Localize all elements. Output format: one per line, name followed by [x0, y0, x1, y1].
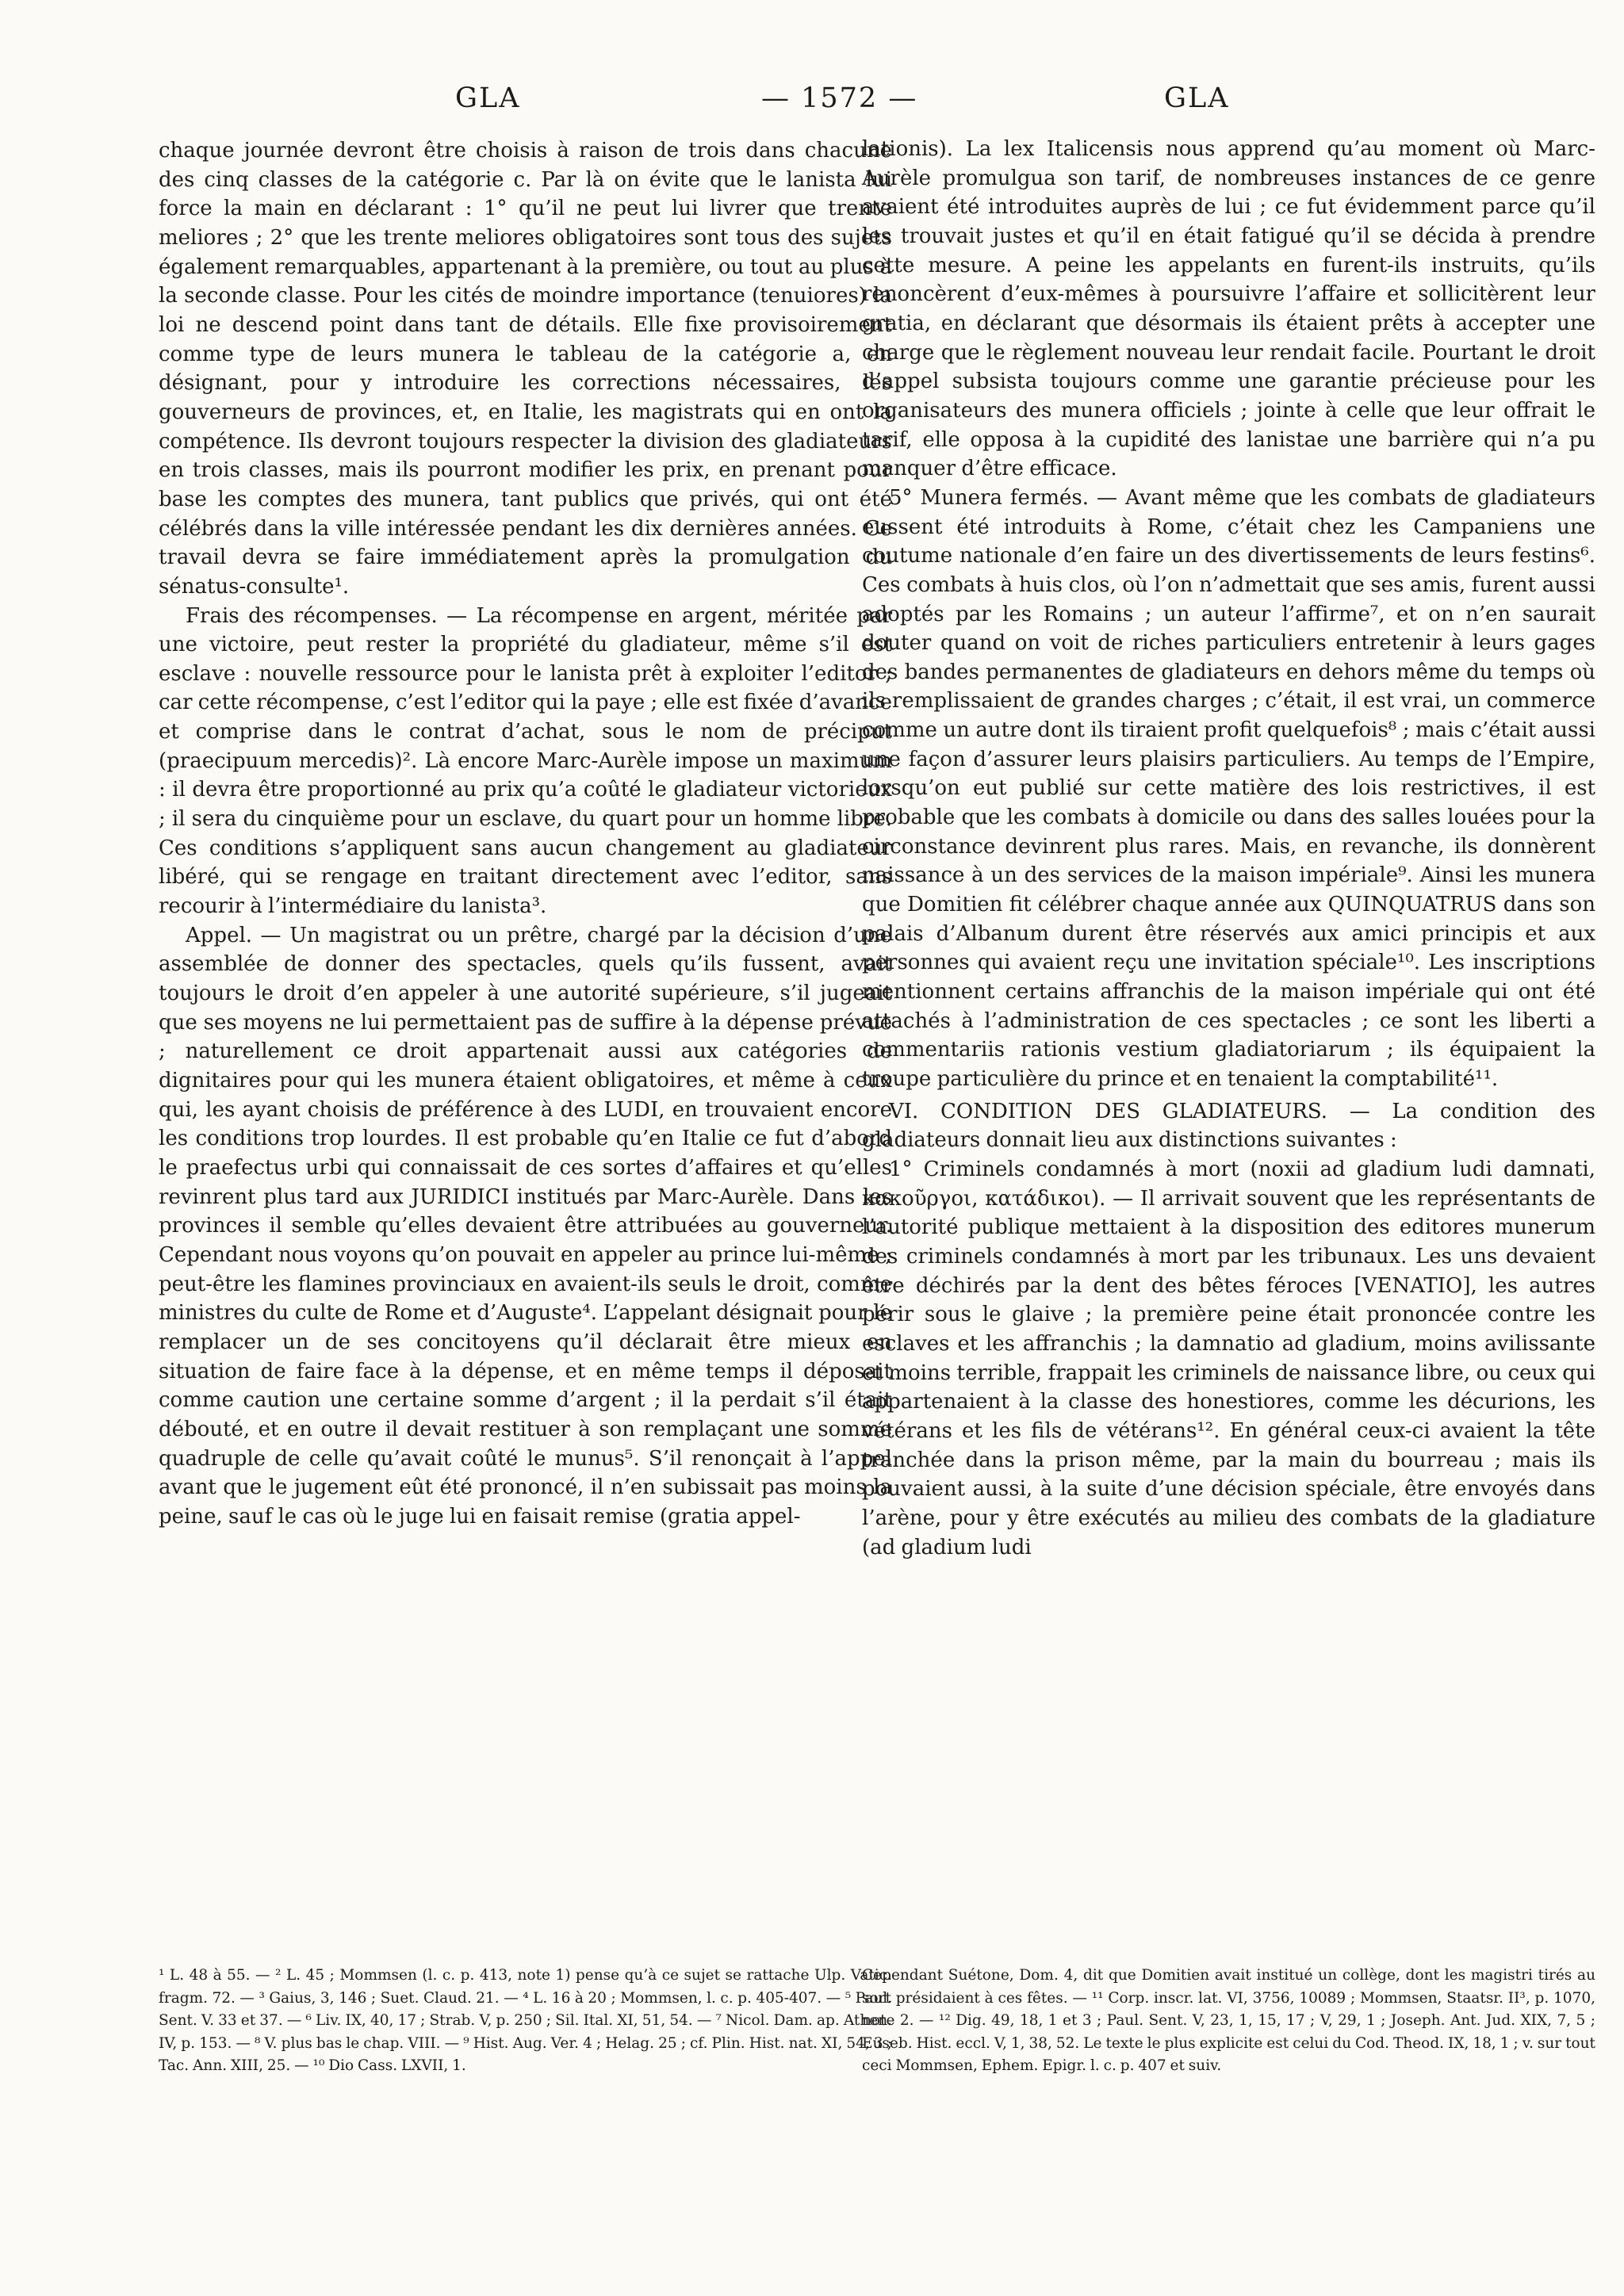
right-column: [862, 135, 1595, 1562]
paragraph-frais-des-recompenses: Frais des récompenses. — La récompense en argent, méritée par une victoire, peut rester la propriété du gladiateur, même s’il est esclave : nouvelle ressource pour le lanista prêt à exploiter l’editor ; car cette récompense, c’est l’editor qui la paye ; elle est fixée d’avance et comprise dans le contrat d’achat, sous le nom de préciput (praecipuum mercedis)². Là encore Marc-Aurèle impose un maximum : il devra être proportionné au prix qu’a coûté le gladiateur victorieux ; il sera du cinquième pour un esclave, du quart pour un homme libre. Ces conditions s’appliquent sans aucun changement au gladiateur libéré, qui se rengage en traitant directement avec l’editor, sans recourir à l’intermédiaire du lanista³.: [159, 603, 892, 919]
running-head-right: GLA: [1164, 82, 1230, 114]
paragraph-appel-continued: lationis). La lex Italicensis nous apprend qu’au moment où Marc-Aurèle promulgua son tarif, de nombreuses instances de ce genre avaient été introduites auprès de lui ; ce fut évidemment parce qu’il les trouvait justes et qu’il en était fatigué qu’il se décida à prendre cette mesure. A peine les appelants en furent-ils instruits, qu’ils renoncèrent d’eux-mêmes à poursuivre l’affaire et sollicitèrent leur gratia, en déclarant que désormais ils étaient prêts à accepter une charge que le règlement nouveau leur rendait facile. Pourtant le droit d’appel subsista toujours comme une garantie précieuse pour les organisateurs des munera officiels ; jointe à celle que leur offrait le tarif, elle opposa à la cupidité des lanistae une barrière qui n’a pu manquer d’être efficace.: [862, 137, 1595, 481]
paragraph-categories-continued: chaque journée devront être choisis à raison de trois dans chacune des cinq classes de la catégorie c. Par là on évite que le lanista lui force la main en déclarant : 1° qu’il ne peut lui livrer que trente meliores ; 2° que les trente meliores obligatoires sont tous des sujets également remarquables, appartenant à la première, ou tout au plus à la seconde classe. Pour les cités de moindre importance (tenuiores) la loi ne descend point dans tant de détails. Elle fixe provisoirement comme type de leurs munera le tableau de la catégorie a, en désignant, pour y introduire les corrections nécessaires, les gouverneurs de provinces, et, en Italie, les magistrats qui en ont la compétence. Ils devront toujours respecter la division des gladiateurs en trois classes, mais ils pourront modifier les prix, en prenant pour base les comptes des munera, tant publics que privés, qui ont été célébrés dans la ville intéressée pendant les dix dernières années. Ce travail devra se faire immédiatement après la promulgation du sénatus-consulte¹.: [159, 139, 892, 599]
footnotes-right-text: Cependant Suétone, Dom. 4, dit que Domitien avait institué un collège, dont les magistri tirés au sort présidaient à ces fêtes. — ¹¹ Corp. inscr. lat. VI, 3756, 10089 ; Mommsen, Staatsr. II³, p. 1070, note 2. — ¹² Dig. 49, 18, 1 et 3 ; Paul. Sent. V, 23, 1, 15, 17 ; V, 29, 1 ; Joseph. Ant. Jud. XIX, 7, 5 ; Euseb. Hist. eccl. V, 1, 38, 52. Le texte le plus explicite est celui du Cod. Theod. IX, 18, 1 ; v. sur tout ceci Mommsen, Ephem. Epigr. l. c. p. 407 et suiv.: [862, 1967, 1595, 2074]
page-number: — 1572 —: [761, 82, 918, 114]
footnotes-right: [862, 1965, 1595, 2078]
left-column: [159, 136, 892, 1532]
paragraph-munera-fermes: 5° Munera fermés. — Avant même que les combats de gladiateurs eussent été introduits à Rome, c’était chez les Campaniens une coutume nationale d’en faire un des divertissements de leurs festins⁶. Ces combats à huis clos, où l’on n’admettait que ses amis, furent aussi adoptés par les Romains ; un auteur l’affirme⁷, et on n’en saurait douter quand on voit de riches particuliers entretenir à leurs gages des bandes permanentes de gladiateurs en dehors même du temps où ils remplissaient de grandes charges ; c’était, il est vrai, un commerce comme un autre dont ils tiraient profit quelquefois⁸ ; mais c’était aussi une façon d’assurer leurs plaisirs particuliers. Au temps de l’Empire, lorsqu’on eut publié sur cette matière des lois restrictives, il est probable que les combats à domicile ou dans des salles louées pour la circonstance devinrent plus rares. Mais, en revanche, ils donnèrent naissance à un des services de la maison impériale⁹. Ainsi les munera que Domitien fit célébrer chaque année aux QUINQUATRUS dans son palais d’Albanum durent être réservés aux amici principis et aux personnes qui avaient reçu une invitation spéciale¹⁰. Les inscriptions mentionnent certains affranchis de la maison impériale qui ont été attachés à l’administration de ces spectacles ; ce sont les liberti a commentariis rationis vestium gladiatoriarum ; ils équipaient la troupe particulière du prince et en tenaient la comptabilité¹¹.: [862, 485, 1595, 1091]
running-head-left: GLA: [455, 82, 521, 114]
footnotes-left-text: ¹ L. 48 à 55. — ² L. 45 ; Mommsen (l. c. p. 413, note 1) pense qu’à ce sujet se rattache Ulp. Vatic. fragm. 72. — ³ Gaius, 3, 146 ; Suet. Claud. 21. — ⁴ L. 16 à 20 ; Mommsen, l. c. p. 405-407. — ⁵ Paul. Sent. V. 33 et 37. — ⁶ Liv. IX, 40, 17 ; Strab. V, p. 250 ; Sil. Ital. XI, 51, 54. — ⁷ Nicol. Dam. ap. Athen. IV, p. 153. — ⁸ V. plus bas le chap. VIII. — ⁹ Hist. Aug. Ver. 4 ; Helag. 25 ; cf. Plin. Hist. nat. XI, 54, 3 ; Tac. Ann. XIII, 25. — ¹⁰ Dio Cass. LXVII, 1.: [159, 1967, 892, 2074]
paragraph-appel: Appel. — Un magistrat ou un prêtre, chargé par la décision d’une assemblée de donner des spectacles, quels qu’ils fussent, avait toujours le droit d’en appeler à une autorité supérieure, s’il jugeait que ses moyens ne lui permettaient pas de suffire à la dépense prévue ; naturellement ce droit appartenait aussi aux catégories de dignitaires pour qui les munera étaient obligatoires, et même à ceux qui, les ayant choisis de préférence à des LUDI, en trouvaient encore les conditions trop lourdes. Il est probable qu’en Italie ce fut d’abord le praefectus urbi qui connaissait de ces sortes d’affaires et qu’elles revinrent plus tard aux JURIDICI institués par Marc-Aurèle. Dans les provinces il semble qu’elles devaient être attribuées au gouverneur. Cependant nous voyons qu’on pouvait en appeler au prince lui-même ; peut-être les flamines provinciaux en avaient-ils seuls le droit, comme ministres du culte de Rome et d’Auguste⁴. L’appelant désignait pour le remplacer un de ses concitoyens qu’il déclarait être mieux en situation de faire face à la dépense, et en même temps il déposait comme caution une certaine somme d’argent ; il la perdait s’il était débouté, et en outre il devait restituer à son remplaçant une somme quadruple de celle qu’avait coûté le munus⁵. S’il renonçait à l’appel avant que le jugement eût été prononcé, il n’en subissait pas moins la peine, sauf le cas où le juge lui en faisait remise (gratia appel-: [159, 923, 892, 1529]
section-heading-condition-des-gladiateurs: VI. CONDITION DES GLADIATEURS. — La condition des gladiateurs donnait lieu aux distinctions suivantes :: [862, 1099, 1595, 1153]
footnotes-left: [159, 1965, 892, 2078]
paragraph-criminels-condamnes: 1° Criminels condamnés à mort (noxii ad gladium ludi damnati, κακοῦργοι, κατάδικοι). — Il arrivait souvent que les représentants de l’autorité publique mettaient à la disposition des editores munerum des criminels condamnés à mort par les tribunaux. Les uns devaient être déchirés par la dent des bêtes féroces [VENATIO], les autres périr sous le glaive ; la première peine était prononcée contre les esclaves et les affranchis ; la damnatio ad gladium, moins avilissante et moins terrible, frappait les criminels de naissance libre, ou ceux qui appartenaient à la classe des honestiores, comme les décurions, les vétérans et les fils de vétérans¹². En général ceux-ci avaient la tête tranchée dans la prison même, par la main du bourreau ; mais ils pouvaient aussi, à la suite d’une décision spéciale, être envoyés dans l’arène, pour y être exécutés au milieu des combats de la gladiature (ad gladium ludi: [862, 1157, 1595, 1559]
